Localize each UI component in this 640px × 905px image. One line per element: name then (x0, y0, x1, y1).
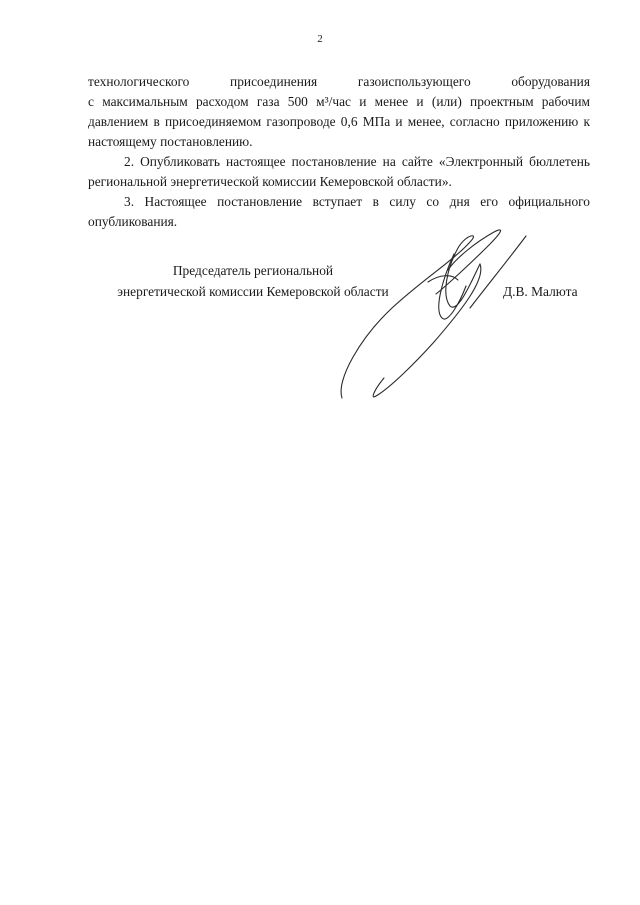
signatory-position-line-2: энергетической комиссии Кемеровской области (117, 284, 389, 299)
signature-stroke-loop (373, 264, 481, 397)
page-number: 2 (317, 33, 323, 45)
document-body (88, 72, 590, 232)
signatory-name: Д.В. Малюта (503, 284, 578, 299)
paragraph-1-continued: с максимальным расходом газа 500 м³/час и менее и (или) проектным рабочим давлением в присоединяемом газопроводе 0,6 МПа и менее, согласно приложению к настоящему постановлению. (88, 94, 590, 149)
paragraph-2: 2. Опубликовать настоящее постановление на сайте «Электронный бюллетень региональной энергетической комиссии Кемеровской области». (88, 154, 590, 189)
signature-stroke-tail (470, 236, 526, 308)
paragraph-1-first-line: технологического присоединения газоиспользующего оборудования (88, 74, 590, 89)
signature-stroke-main (341, 236, 480, 398)
signatory-position-line-1: Председатель региональной (172, 263, 334, 278)
paragraph-3: 3. Настоящее постановление вступает в силу со дня его официального опубликования. (88, 194, 590, 229)
handwritten-signature (330, 220, 540, 420)
